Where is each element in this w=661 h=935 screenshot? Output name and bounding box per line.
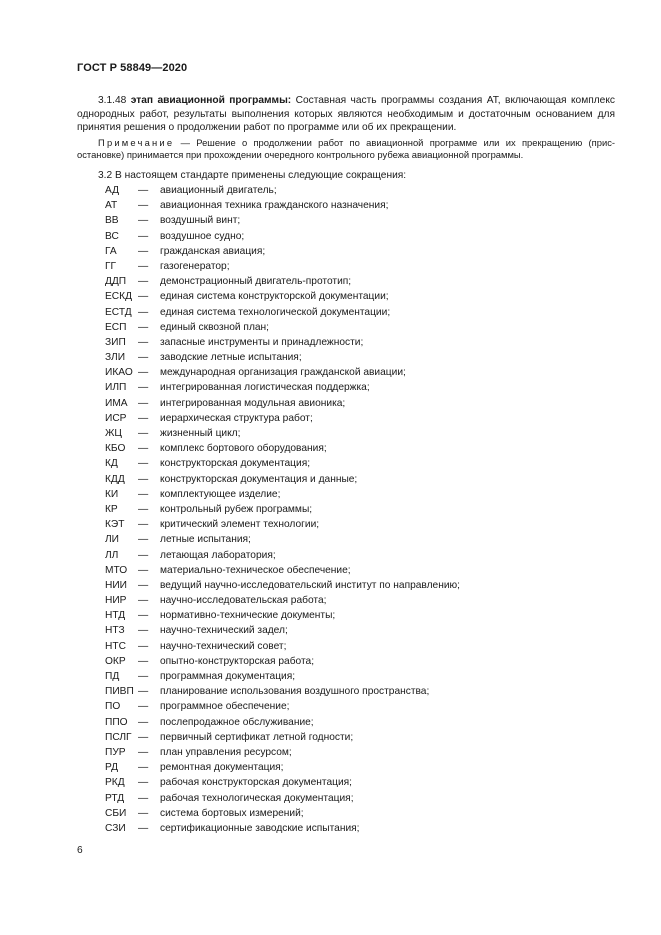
abbreviation-row [0,396,661,411]
abbreviation-row [0,229,661,244]
abbreviation-code: КДД [105,473,125,485]
abbreviation-row [0,350,661,365]
abbreviation-definition: запасные инструменты и принадлежности; [160,336,364,348]
abbreviation-code: СЗИ [105,822,126,834]
abbreviation-definition: летные испытания; [160,534,251,546]
abbreviation-code: ИКАО [105,367,133,379]
abbreviation-definition: единый сквозной план; [160,321,270,333]
abbreviation-definition: опытно-конструкторская работа; [160,655,315,667]
note-paragraph [77,137,615,162]
abbreviation-dash: — [138,185,149,196]
abbreviation-code: ДДП [105,276,127,288]
abbreviation-definition: воздушное судно; [160,230,245,242]
abbreviation-dash: — [138,230,149,242]
abbreviation-definition: критический элемент технологии; [160,519,320,531]
abbreviation-dash: — [138,564,149,576]
abbreviation-code: РТД [105,792,125,804]
abbreviation-row [0,183,661,198]
abbreviation-code: КБО [105,443,126,455]
abbreviation-dash: — [138,655,149,667]
abbreviation-dash: — [138,276,149,288]
note-text: — Решение о продолжении работ по авиационной программе или их прекращению (прис-остановке) принимается при прохождении очередного контрольного рубежа авиационной программы. [77,137,615,161]
abbreviation-row [0,654,661,669]
abbreviation-dash: — [138,549,149,561]
abbreviation-dash: — [138,716,149,728]
abbreviation-code: ЛЛ [105,549,119,561]
abbreviation-code: ЕСП [105,321,127,333]
abbreviation-row [0,213,661,228]
abbreviation-dash: — [138,336,149,348]
abbreviation-code: КД [105,458,118,470]
abbreviation-code: АТ [105,200,118,212]
abbreviation-definition: заводские летные испытания; [160,352,302,364]
abbreviation-row [0,730,661,745]
abbreviation-definition: контрольный рубеж программы; [160,503,313,515]
abbreviation-dash: — [138,731,149,743]
abbreviation-code: НТЗ [105,625,125,637]
abbreviation-definition: нормативно-технические документы; [160,610,336,622]
definition-number: 3.1.48 [98,95,127,106]
abbreviation-dash: — [138,625,149,637]
abbreviation-dash: — [138,579,149,591]
abbreviations-intro: 3.2 В настоящем стандарте применены следующие сокращения: [98,170,407,181]
abbreviation-code: ПИВП [105,686,134,698]
abbreviation-dash: — [138,245,149,257]
abbreviation-definition: научно-технический совет; [160,640,287,652]
abbreviation-row [0,365,661,380]
abbreviation-definition: газогенератор; [160,260,230,272]
abbreviation-code: ОКР [105,655,126,667]
abbreviation-row [0,578,661,593]
abbreviation-definition: авиационный двигатель; [160,185,277,196]
abbreviation-definition: иерархическая структура работ; [160,412,313,424]
abbreviation-dash: — [138,807,149,819]
abbreviation-row [0,699,661,714]
abbreviation-code: ПУР [105,746,126,758]
abbreviation-definition: научно-исследовательская работа; [160,595,327,607]
abbreviation-dash: — [138,503,149,515]
abbreviation-row [0,593,661,608]
abbreviation-code: РД [105,762,119,774]
abbreviation-definition: рабочая технологическая документация; [160,792,354,804]
abbreviation-code: ЕСКД [105,291,132,303]
note-label: Примечание [98,137,175,148]
abbreviation-row [0,760,661,775]
abbreviation-definition: планирование использования воздушного пространства; [160,686,430,698]
abbreviation-dash: — [138,671,149,682]
abbreviation-dash: — [138,488,149,500]
abbreviation-code: ГГ [105,260,117,272]
abbreviation-code: МТО [105,564,128,576]
abbreviation-row [0,472,661,487]
abbreviation-row [0,517,661,532]
abbreviation-dash: — [138,458,149,470]
abbreviation-row [0,426,661,441]
abbreviation-row [0,456,661,471]
abbreviation-definition: конструкторская документация; [160,458,311,470]
abbreviation-row [0,791,661,806]
abbreviation-row [0,502,661,517]
abbreviation-definition: сертификационные заводские испытания; [160,822,360,834]
abbreviation-definition: послепродажное обслуживание; [160,716,314,728]
abbreviation-definition: программное обеспечение; [160,701,290,713]
abbreviation-row [0,608,661,623]
abbreviation-dash: — [138,777,149,789]
abbreviation-dash: — [138,534,149,546]
abbreviation-code: ИЛП [105,382,127,394]
abbreviation-definition: ремонтная документация; [160,762,284,774]
abbreviation-row [0,563,661,578]
abbreviation-dash: — [138,382,149,394]
abbreviation-dash: — [138,367,149,379]
abbreviation-row [0,411,661,426]
abbreviation-dash: — [138,352,149,364]
abbreviation-dash: — [138,686,149,698]
abbreviation-definition: комплектующее изделие; [160,488,281,500]
abbreviations-list [0,183,661,836]
abbreviation-row [0,380,661,395]
abbreviation-dash: — [138,640,149,652]
abbreviation-code: ГА [105,245,117,257]
abbreviation-code: НИИ [105,579,128,591]
abbreviation-dash: — [138,397,149,409]
abbreviation-code: ЗИП [105,336,126,348]
abbreviation-definition: жизненный цикл; [160,428,241,439]
abbreviation-dash: — [138,822,149,834]
definition-paragraph [77,94,615,135]
abbreviation-code: АД [105,185,120,196]
abbreviation-code: ИСР [105,412,127,424]
abbreviation-code: ППО [105,716,128,728]
abbreviation-dash: — [138,595,149,607]
abbreviation-row [0,548,661,563]
abbreviation-code: ПО [105,701,121,713]
abbreviation-dash: — [138,746,149,758]
abbreviation-row [0,198,661,213]
abbreviation-definition: единая система технологической документации; [160,306,391,318]
abbreviation-definition: программная документация; [160,671,296,682]
abbreviation-code: КИ [105,488,119,500]
abbreviation-code: СБИ [105,807,127,819]
abbreviation-dash: — [138,412,149,424]
abbreviation-definition: гражданская авиация; [160,245,266,257]
abbreviation-dash: — [138,792,149,804]
abbreviation-dash: — [138,443,149,455]
abbreviation-row [0,532,661,547]
abbreviation-definition: ведущий научно-исследовательский институт по направлению; [160,579,461,591]
standard-header: ГОСТ Р 58849—2020 [77,62,188,74]
abbreviation-definition: система бортовых измерений; [160,807,304,819]
abbreviation-row [0,684,661,699]
abbreviation-dash: — [138,473,149,485]
abbreviation-code: ЗЛИ [105,352,126,364]
abbreviation-row [0,259,661,274]
abbreviation-code: ПСЛГ [105,731,132,743]
definition-term: этап авиационной программы: [130,95,292,106]
abbreviation-row [0,244,661,259]
abbreviation-code: ВВ [105,215,119,227]
abbreviation-dash: — [138,321,149,333]
page-number: 6 [77,845,83,856]
abbreviation-row [0,775,661,790]
abbreviation-row [0,623,661,638]
abbreviation-definition: конструкторская документация и данные; [160,473,358,485]
abbreviation-dash: — [138,215,149,227]
abbreviation-dash: — [138,428,149,439]
abbreviation-definition: авиационная техника гражданского назначения; [160,200,389,212]
abbreviation-code: НТД [105,610,126,622]
abbreviation-code: ИМА [105,397,128,409]
abbreviation-row [0,335,661,350]
abbreviation-code: ПД [105,671,120,682]
abbreviation-code: НИР [105,595,127,607]
abbreviation-definition: международная организация гражданской авиации; [160,367,406,379]
abbreviation-dash: — [138,291,149,303]
abbreviation-definition: план управления ресурсом; [160,746,292,758]
abbreviation-definition: рабочая конструкторская документация; [160,777,352,789]
abbreviation-code: ЖЦ [105,428,122,439]
abbreviation-code: РКД [105,777,125,789]
abbreviation-code: КР [105,503,118,515]
abbreviation-code: НТС [105,640,126,652]
abbreviation-row [0,669,661,684]
abbreviation-definition: первичный сертификат летной годности; [160,731,354,743]
abbreviation-code: ЛИ [105,534,120,546]
abbreviation-definition: единая система конструкторской документации; [160,291,389,303]
abbreviation-row [0,305,661,320]
abbreviation-code: КЭТ [105,519,125,531]
abbreviation-code: ВС [105,230,119,242]
abbreviation-code: ЕСТД [105,306,132,318]
abbreviation-row [0,806,661,821]
abbreviation-row [0,487,661,502]
abbreviation-row [0,715,661,730]
abbreviation-row [0,821,661,836]
abbreviation-row [0,639,661,654]
abbreviation-dash: — [138,260,149,272]
definition-text: Составная часть программы создания АТ, включающая комплекс однородных работ, результаты выполнения которых являются необходимым и достаточным основанием для принятия решения о продолжении работ по программе или об их прекращении. [77,95,615,134]
abbreviation-dash: — [138,200,149,212]
abbreviation-row [0,745,661,760]
abbreviation-dash: — [138,701,149,713]
abbreviation-definition: демонстрационный двигатель-прототип; [160,276,352,288]
abbreviation-row [0,320,661,335]
abbreviation-dash: — [138,519,149,531]
abbreviation-definition: воздушный винт; [160,215,241,227]
abbreviation-definition: интегрированная логистическая поддержка; [160,382,370,394]
abbreviation-row [0,441,661,456]
abbreviation-definition: комплекс бортового оборудования; [160,443,327,455]
abbreviation-row [0,289,661,304]
abbreviation-row [0,274,661,289]
abbreviation-definition: интегрированная модульная авионика; [160,397,346,409]
abbreviation-definition: материально-техническое обеспечение; [160,564,351,576]
abbreviation-dash: — [138,610,149,622]
abbreviation-dash: — [138,762,149,774]
abbreviation-definition: научно-технический задел; [160,625,288,637]
abbreviation-definition: летающая лаборатория; [160,549,276,561]
abbreviation-dash: — [138,306,149,318]
